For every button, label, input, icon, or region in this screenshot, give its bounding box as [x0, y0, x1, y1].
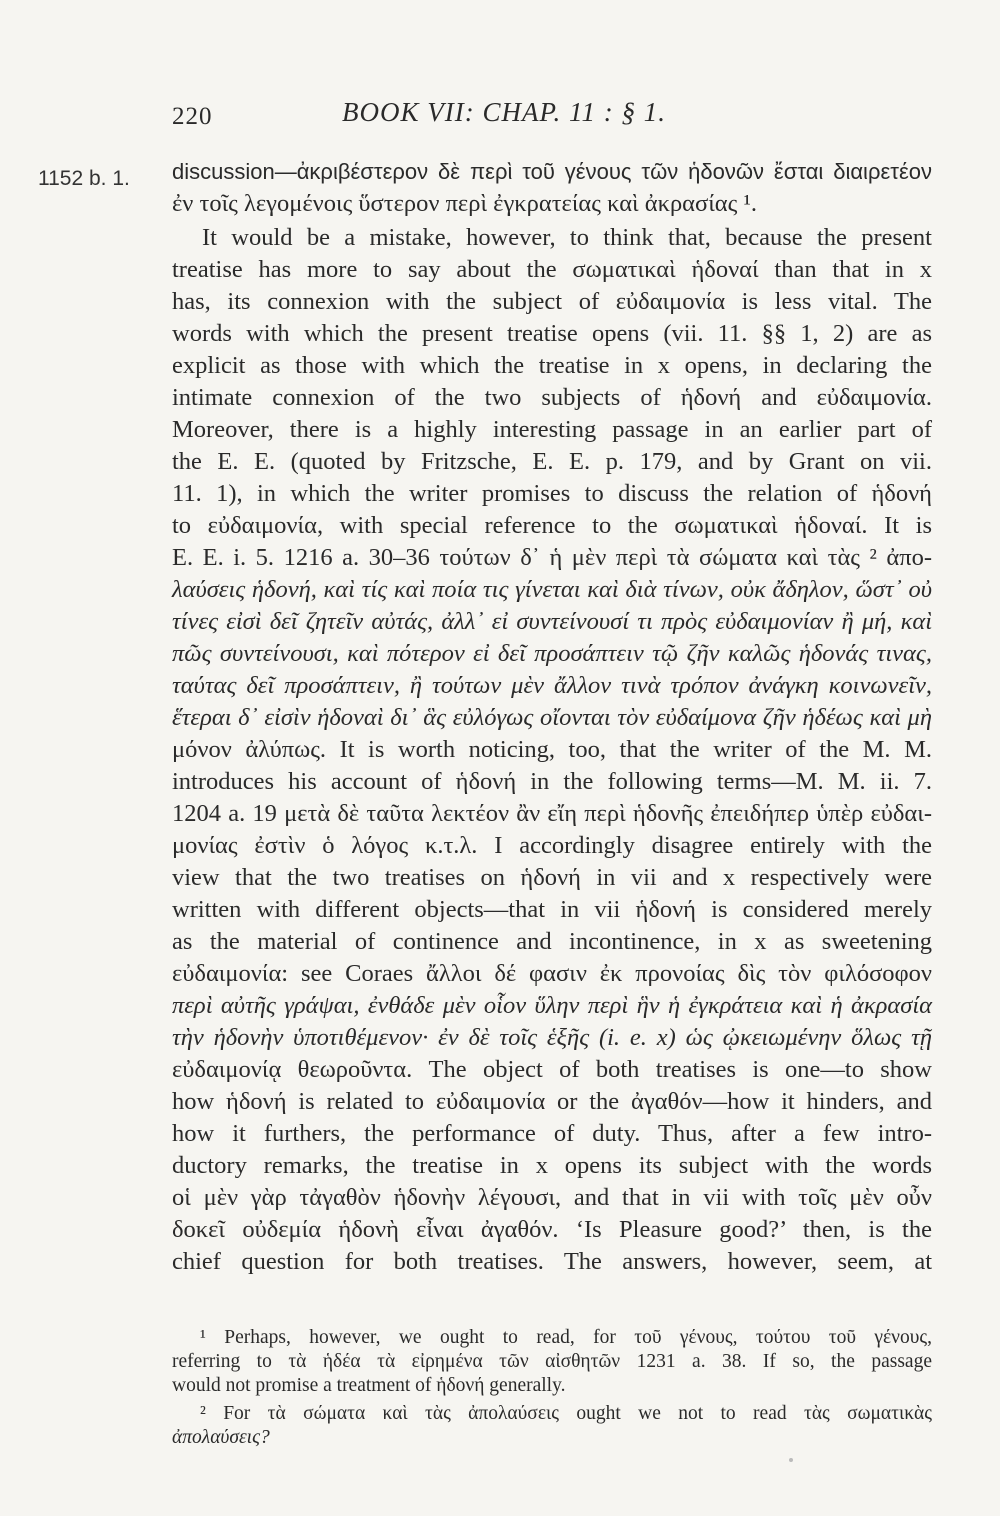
footnote-line: would not promise a treatment of ἡδονή generally.	[172, 1375, 566, 1396]
text-line: τὴν ἡδονὴν ὑποτιθέμενον· ἐν δὲ τοῖς ἑξῆς (i. e. x) ὡς ᾠκειωμένην ὅλως τῇ	[172, 1024, 932, 1051]
footnote-line: ἀπολαύσεις?	[172, 1427, 270, 1448]
text-line: μόνον ἀλύπως. It is worth noticing, too, that the writer of the M. M.	[172, 736, 932, 763]
text-line: 11. 1), in which the writer promises to discuss the relation of ἡδονή	[172, 480, 932, 507]
text-line: chief question for both treatises. The answers, however, seem, at	[172, 1248, 932, 1275]
text-line: πῶς συντείνουσι, καὶ πότερον εἰ δεῖ προσάπτειν τῷ ζῆν καλῶς ἡδονάς τινας,	[172, 640, 932, 667]
text-line: how it furthers, the performance of duty. Thus, after a few intro-	[172, 1120, 932, 1147]
ink-speck	[789, 1458, 793, 1462]
text-line: the E. E. (quoted by Fritzsche, E. E. p. 179, and by Grant on vii.	[172, 448, 932, 475]
text-line: ταύτας δεῖ προσάπτειν, ἢ τούτων μὲν ἄλλον τινὰ τρόπον ἀνάγκη κοινωνεῖν,	[172, 672, 932, 699]
text-line: ἐν τοῖς λεγομένοις ὕστερον περὶ ἐγκρατείας καὶ ἀκρασίας ¹.	[172, 190, 757, 217]
text-line: words with which the present treatise opens (vii. 11. §§ 1, 2) are as	[172, 320, 932, 347]
footnote-line: ¹ Perhaps, however, we ought to read, for τοῦ γένους, τούτου τοῦ γένους,	[200, 1327, 932, 1348]
text-line: 1204 a. 19 μετὰ δὲ ταῦτα λεκτέον ἂν εἴη περὶ ἡδονῆς ἐπειδήπερ ὑπὲρ εὐδαι-	[172, 800, 932, 827]
running-head	[172, 97, 932, 137]
text-line: ductory remarks, the treatise in x opens its subject with the words	[172, 1152, 932, 1179]
footnote-line: ² For τὰ σώματα καὶ τὰς ἀπολαύσεις ought we not to read τὰς σωματικὰς	[200, 1403, 932, 1424]
page-number: 220	[172, 103, 213, 130]
margin-reference: 1152 b. 1.	[38, 167, 130, 190]
text-line: written with different objects—that in vii ἡδονή is considered merely	[172, 896, 932, 923]
text-line: treatise has more to say about the σωματικαὶ ἡδοναί than that in x	[172, 256, 932, 283]
text-line: δοκεῖ οὐδεμία ἡδονὴ εἶναι ἀγαθόν. ‘Is Pleasure good?’ then, is the	[172, 1216, 932, 1243]
text-line: E. E. i. 5. 1216 a. 30–36 τούτων δ᾽ ἡ μὲν περὶ τὰ σώματα καὶ τὰς ² ἀπο-	[172, 544, 932, 571]
text-line: to εὐδαιμονία, with special reference to the σωματικαὶ ἡδοναί. It is	[172, 512, 932, 539]
chapter-heading: BOOK VII: CHAP. 11 : § 1.	[342, 97, 666, 127]
text-line: discussion—ἀκριβέστερον δὲ περὶ τοῦ γένους τῶν ἡδονῶν ἔσται διαιρετέον	[172, 159, 932, 184]
text-line: intimate connexion of the two subjects of ἡδονή and εὐδαιμονία.	[172, 384, 932, 411]
text-line: introduces his account of ἡδονή in the following terms—M. M. ii. 7.	[172, 768, 932, 795]
text-line: view that the two treatises on ἡδονή in vii and x respectively were	[172, 864, 932, 891]
text-line: explicit as those with which the treatise in x opens, in declaring the	[172, 352, 932, 379]
text-line: has, its connexion with the subject of εὐδαιμονία is less vital. The	[172, 288, 932, 315]
text-line: as the material of continence and incontinence, in x as sweetening	[172, 928, 932, 955]
text-line: τίνες εἰσὶ δεῖ ζητεῖν αὐτάς, ἀλλ᾽ εἰ συντείνουσί τι πρὸς εὐδαιμονίαν ἢ μή, καὶ	[172, 608, 932, 635]
text-line: μονίας ἐστὶν ὁ λόγος κ.τ.λ. I accordingly disagree entirely with the	[172, 832, 932, 859]
text-line: εὐδαιμονίᾳ θεωροῦντα. The object of both treatises is one—to show	[172, 1056, 932, 1083]
text-line: how ἡδονή is related to εὐδαιμονία or the ἀγαθόν—how it hinders, and	[172, 1088, 932, 1115]
text-line: περὶ αὐτῆς γράψαι, ἐνθάδε μὲν οἷον ὕλην περὶ ἣν ἡ ἐγκράτεια καὶ ἡ ἀκρασία	[172, 992, 932, 1019]
text-line: It would be a mistake, however, to think that, because the present	[202, 224, 932, 251]
text-line: εὐδαιμονία: see Coraes ἄλλοι δέ φασιν ἐκ προνοίας δὶς τὸν φιλόσοφον	[172, 960, 932, 987]
footnote-line: referring to τὰ ἡδέα τὰ εἰρημένα τῶν αἰσθητῶν 1231 a. 38. If so, the passage	[172, 1351, 932, 1372]
text-line: οἱ μὲν γὰρ τἀγαθὸν ἡδονὴν λέγουσι, and that in vii with τοῖς μὲν οὖν	[172, 1184, 932, 1211]
text-line: ἕτεραι δ᾽ εἰσὶν ἡδοναὶ δι᾽ ἃς εὐλόγως οἴονται τὸν εὐδαίμονα ζῆν ἡδέως καὶ μὴ	[172, 704, 932, 731]
text-line: λαύσεις ἡδονή, καὶ τίς καὶ ποία τις γίνεται καὶ διὰ τίνων, οὐκ ἄδηλον, ὥστ᾽ οὐ	[172, 576, 932, 603]
text-line: Moreover, there is a highly interesting passage in an earlier part of	[172, 416, 932, 443]
